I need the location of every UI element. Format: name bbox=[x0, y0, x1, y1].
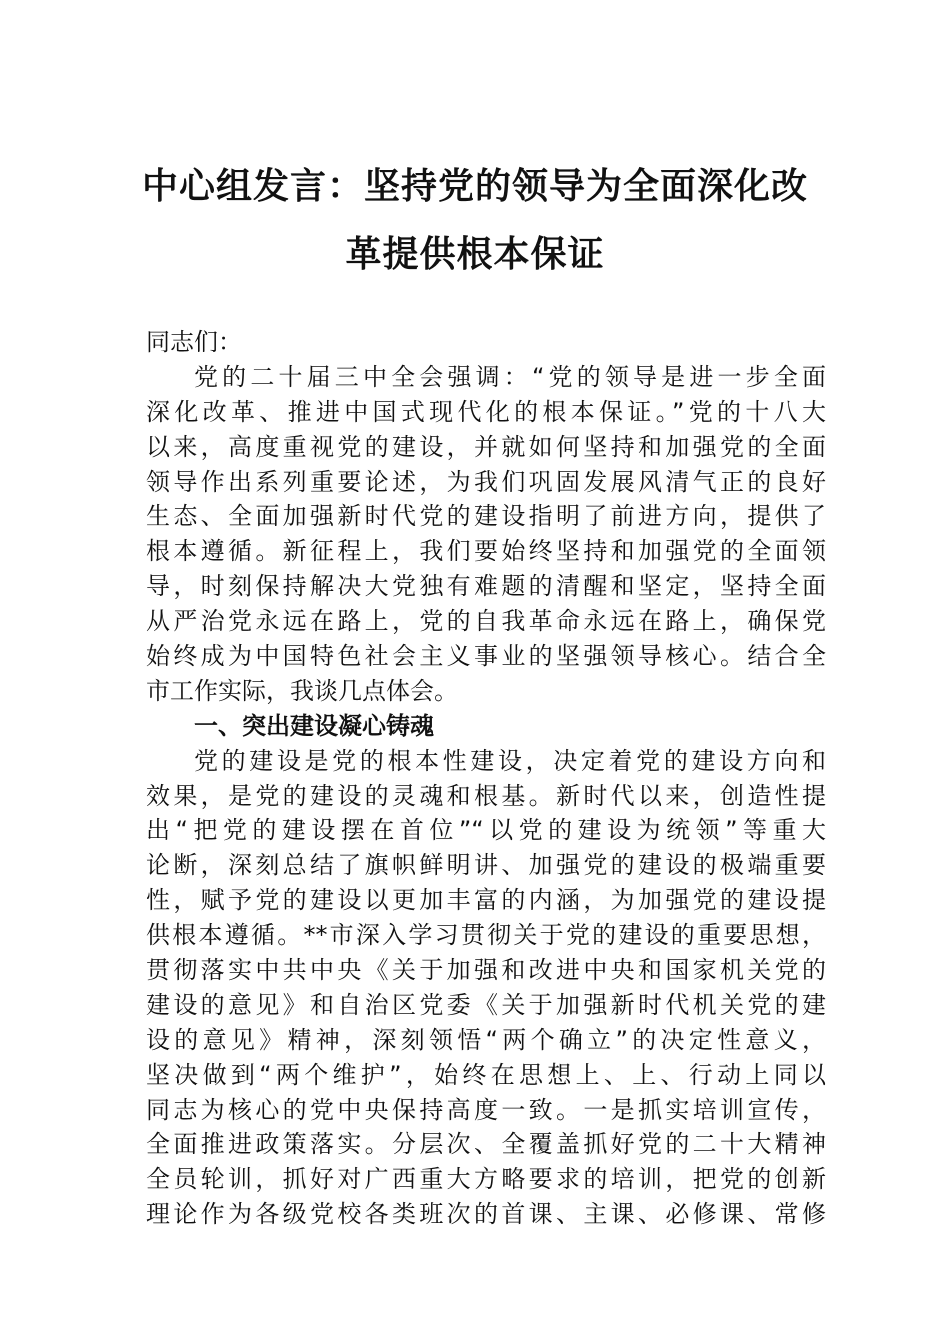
paragraph-1-line: 领导作出系列重要论述，为我们巩固发展风清气正的良好 bbox=[146, 467, 826, 496]
paragraph-2-line: 贯彻落实中共中央《关于加强和改进中央和国家机关党的 bbox=[146, 956, 826, 985]
paragraph-2-line: 全面推进政策落实。分层次、全覆盖抓好党的二十大精神 bbox=[146, 1130, 826, 1159]
paragraph-2-line: 同志为核心的党中央保持高度一致。一是抓实培训宣传， bbox=[146, 1095, 826, 1124]
paragraph-2-line: 建设的意见》和自治区党委《关于加强新时代机关党的建 bbox=[146, 990, 826, 1019]
paragraph-2-line: 党的建设是党的根本性建设，决定着党的建设方向和 bbox=[194, 746, 826, 775]
paragraph-2-line: 坚决做到“两个维护”，始终在思想上、上、行动上同以 bbox=[146, 1060, 826, 1089]
section-heading-1: 一、突出建设凝心铸魂 bbox=[194, 711, 434, 740]
paragraph-2-line: 出“把党的建设摆在首位”“以党的建设为统领”等重大 bbox=[146, 816, 826, 845]
greeting: 同志们： bbox=[146, 328, 242, 356]
document-title-line-2: 革提供根本保证 bbox=[345, 233, 605, 275]
paragraph-2-line: 全员轮训，抓好对广西重大方略要求的培训，把党的创新 bbox=[146, 1165, 826, 1194]
paragraph-1-line: 根本遵循。新征程上，我们要始终坚持和加强党的全面领 bbox=[146, 537, 826, 566]
document-title-line-1: 中心组发言：坚持党的领导为全面深化改 bbox=[141, 165, 808, 207]
paragraph-1-line: 导，时刻保持解决大党独有难题的清醒和坚定，坚持全面 bbox=[146, 572, 826, 601]
paragraph-2-line: 性，赋予党的建设以更加丰富的内涵，为加强党的建设提 bbox=[146, 886, 826, 915]
paragraph-1-line: 始终成为中国特色社会主义事业的坚强领导核心。结合全 bbox=[146, 642, 826, 671]
paragraph-2-line: 设的意见》精神，深刻领悟“两个确立”的决定性意义， bbox=[146, 1025, 826, 1054]
paragraph-2-line: 论断，深刻总结了旗帜鲜明讲、加强党的建设的极端重要 bbox=[146, 851, 826, 880]
paragraph-1-line: 党的二十届三中全会强调：“党的领导是进一步全面 bbox=[194, 362, 826, 391]
paragraph-2-line: 理论作为各级党校各类班次的首课、主课、必修课、常修 bbox=[146, 1200, 826, 1229]
paragraph-1-line: 深化改革、推进中国式现代化的根本保证。”党的十八大 bbox=[146, 397, 826, 426]
document-body bbox=[146, 325, 826, 1232]
paragraph-1-line: 从严治党永远在路上，党的自我革命永远在路上，确保党 bbox=[146, 607, 826, 636]
paragraph-1-line: 市工作实际，我谈几点体会。 bbox=[146, 676, 458, 705]
paragraph-2-line: 供根本遵循。**市深入学习贯彻关于党的建设的重要思想， bbox=[146, 921, 826, 950]
paragraph-2-line: 效果，是党的建设的灵魂和根基。新时代以来，创造性提 bbox=[146, 781, 826, 810]
paragraph-1-line: 生态、全面加强新时代党的建设指明了前进方向，提供了 bbox=[146, 502, 826, 531]
paragraph-1-line: 以来，高度重视党的建设，并就如何坚持和加强党的全面 bbox=[146, 432, 826, 461]
